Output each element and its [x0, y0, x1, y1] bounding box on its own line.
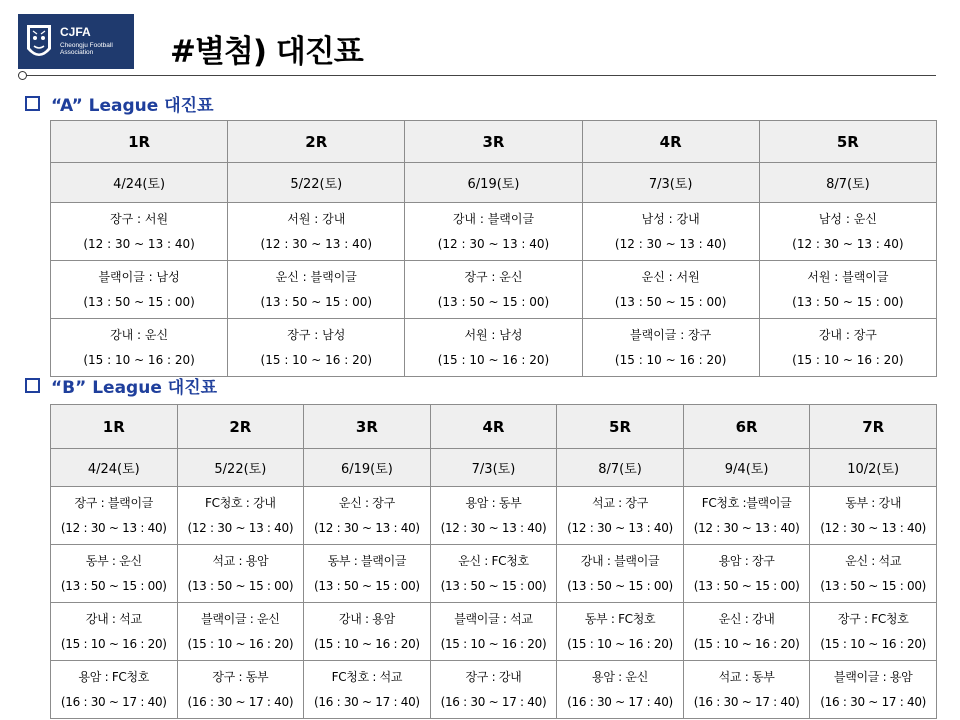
b-match-cell	[51, 487, 178, 545]
match-time: (15 : 10 ~ 16 : 20)	[60, 636, 167, 651]
b-match-cell	[557, 487, 684, 545]
b-match-cell	[304, 661, 431, 719]
match-time: (16 : 30 ~ 17 : 40)	[440, 694, 547, 709]
match-time: (13 : 50 ~ 15 : 00)	[693, 578, 800, 593]
b-match-date: 6/19(토)	[304, 449, 431, 487]
a-round-header: 5R	[759, 121, 936, 163]
match-time: (13 : 50 ~ 15 : 00)	[60, 578, 167, 593]
b-round-header-row	[51, 405, 937, 449]
b-match-cell	[177, 603, 304, 661]
a-match-date: 7/3(토)	[582, 163, 759, 203]
match-time: (15 : 10 ~ 16 : 20)	[437, 352, 550, 367]
match-teams: 남성 : 강내	[641, 211, 700, 226]
b-match-date: 7/3(토)	[430, 449, 557, 487]
b-match-row	[51, 545, 937, 603]
match-time: (15 : 10 ~ 16 : 20)	[187, 636, 294, 651]
match-time: (15 : 10 ~ 16 : 20)	[83, 352, 195, 367]
match-time: (15 : 10 ~ 16 : 20)	[820, 636, 927, 651]
b-match-cell	[177, 545, 304, 603]
match-time: (16 : 30 ~ 17 : 40)	[187, 694, 294, 709]
match-teams: 강내 : 용암	[338, 611, 395, 626]
a-round-header: 2R	[228, 121, 405, 163]
match-time: (15 : 10 ~ 16 : 20)	[693, 636, 800, 651]
b-match-cell	[51, 661, 178, 719]
a-match-cell	[582, 319, 759, 377]
match-teams: 운신 : 장구	[338, 495, 395, 510]
match-teams: 동부 : 블랙이글	[327, 553, 407, 568]
a-match-cell	[228, 261, 405, 319]
match-time: (12 : 30 ~ 13 : 40)	[567, 520, 673, 535]
a-match-cell	[405, 203, 582, 261]
b-match-date: 5/22(토)	[177, 449, 304, 487]
match-teams: 운신 : 서원	[641, 269, 700, 284]
b-match-cell	[557, 603, 684, 661]
a-match-date: 4/24(토)	[51, 163, 228, 203]
match-teams: 장구 : 서원	[110, 211, 169, 226]
match-time: (13 : 50 ~ 15 : 00)	[187, 578, 294, 593]
match-time: (15 : 10 ~ 16 : 20)	[440, 636, 547, 651]
b-league-schedule-table	[50, 404, 937, 719]
a-match-cell	[582, 203, 759, 261]
tiger-emblem-icon	[24, 19, 54, 65]
match-teams: 동부 : FC청호	[584, 611, 656, 626]
match-teams: 블랙이글 : 용암	[833, 669, 913, 684]
b-match-row	[51, 487, 937, 545]
b-match-cell	[304, 545, 431, 603]
b-match-row	[51, 661, 937, 719]
match-teams: 블랙이글 : 석교	[454, 611, 533, 626]
b-match-cell	[683, 603, 810, 661]
match-time: (12 : 30 ~ 13 : 40)	[437, 236, 550, 251]
match-teams: 운신 : 블랙이글	[275, 269, 357, 284]
a-match-cell	[759, 319, 936, 377]
b-round-header: 4R	[430, 405, 557, 449]
a-match-cell	[51, 319, 228, 377]
match-time: (12 : 30 ~ 13 : 40)	[792, 236, 904, 251]
b-round-header: 7R	[810, 405, 937, 449]
b-match-cell	[810, 603, 937, 661]
b-date-row	[51, 449, 937, 487]
match-time: (13 : 50 ~ 15 : 00)	[820, 578, 927, 593]
match-teams: 동부 : 운신	[85, 553, 142, 568]
page-title: #별첨) 대진표	[170, 34, 363, 70]
match-time: (16 : 30 ~ 17 : 40)	[60, 694, 167, 709]
match-teams: 석교 : 장구	[592, 495, 648, 510]
match-time: (15 : 10 ~ 16 : 20)	[260, 352, 373, 367]
b-match-cell	[304, 603, 431, 661]
match-teams: 장구 : FC청호	[837, 611, 909, 626]
b-match-cell	[430, 487, 557, 545]
match-time: (12 : 30 ~ 13 : 40)	[440, 520, 547, 535]
a-date-row	[51, 163, 937, 203]
match-time: (13 : 50 ~ 15 : 00)	[437, 294, 550, 309]
match-teams: 운신 : 석교	[845, 553, 902, 568]
a-league-schedule-table	[50, 120, 937, 377]
b-match-date: 9/4(토)	[683, 449, 810, 487]
a-match-row	[51, 319, 937, 377]
b-match-cell	[177, 661, 304, 719]
match-time: (12 : 30 ~ 13 : 40)	[260, 236, 373, 251]
checkbox-square-icon	[25, 96, 40, 111]
b-match-cell	[557, 661, 684, 719]
b-match-cell	[177, 487, 304, 545]
match-teams: 블랙이글 : 장구	[630, 327, 712, 342]
match-teams: 운신 : 강내	[718, 611, 775, 626]
match-time: (13 : 50 ~ 15 : 00)	[314, 578, 420, 593]
match-teams: 장구 : 블랙이글	[74, 495, 154, 510]
match-time: (16 : 30 ~ 17 : 40)	[820, 694, 927, 709]
match-time: (12 : 30 ~ 13 : 40)	[60, 520, 167, 535]
match-teams: FC청호 : 강내	[205, 495, 276, 510]
match-teams: 서원 : 강내	[287, 211, 346, 226]
match-time: (12 : 30 ~ 13 : 40)	[314, 520, 420, 535]
match-time: (13 : 50 ~ 15 : 00)	[567, 578, 673, 593]
b-match-date: 8/7(토)	[557, 449, 684, 487]
match-time: (12 : 30 ~ 13 : 40)	[83, 236, 195, 251]
a-match-cell	[405, 319, 582, 377]
match-teams: 강내 : 장구	[818, 327, 877, 342]
match-teams: 석교 : 용암	[212, 553, 269, 568]
match-teams: 용암 : FC청호	[78, 669, 150, 684]
a-match-cell	[228, 203, 405, 261]
match-teams: 장구 : 남성	[287, 327, 346, 342]
match-time: (13 : 50 ~ 15 : 00)	[614, 294, 727, 309]
match-teams: 블랙이글 : 남성	[98, 269, 180, 284]
a-match-date: 8/7(토)	[759, 163, 936, 203]
a-round-header: 1R	[51, 121, 228, 163]
header-divider-dot	[18, 71, 27, 80]
a-match-row	[51, 203, 937, 261]
a-match-cell	[51, 203, 228, 261]
match-teams: FC청호 : 석교	[331, 669, 403, 684]
match-teams: 남성 : 운신	[818, 211, 877, 226]
a-match-date: 6/19(토)	[405, 163, 582, 203]
match-time: (13 : 50 ~ 15 : 00)	[260, 294, 373, 309]
match-time: (13 : 50 ~ 15 : 00)	[440, 578, 547, 593]
a-match-cell	[405, 261, 582, 319]
a-match-date: 5/22(토)	[228, 163, 405, 203]
b-match-cell	[430, 661, 557, 719]
match-teams: 강내 : 운신	[110, 327, 169, 342]
match-teams: 장구 : 운신	[464, 269, 523, 284]
b-match-cell	[683, 545, 810, 603]
b-round-header: 3R	[304, 405, 431, 449]
a-round-header: 3R	[405, 121, 582, 163]
match-teams: 강내 : 석교	[85, 611, 142, 626]
match-time: (12 : 30 ~ 13 : 40)	[187, 520, 294, 535]
a-match-cell	[51, 261, 228, 319]
b-match-row	[51, 603, 937, 661]
b-match-date: 10/2(토)	[810, 449, 937, 487]
b-match-cell	[810, 661, 937, 719]
b-match-cell	[683, 487, 810, 545]
cjfa-logo	[18, 14, 134, 69]
match-teams: 강내 : 블랙이글	[452, 211, 535, 226]
b-match-cell	[810, 487, 937, 545]
a-match-cell	[228, 319, 405, 377]
logo-subtitle-line1: Cheongju Football	[60, 42, 113, 50]
match-teams: 용암 : 동부	[465, 495, 522, 510]
match-teams: 동부 : 강내	[845, 495, 902, 510]
checkbox-square-icon	[25, 378, 40, 393]
match-teams: 장구 : 동부	[212, 669, 269, 684]
b-match-cell	[430, 603, 557, 661]
section-title-b-league	[25, 373, 217, 398]
b-round-header: 1R	[51, 405, 178, 449]
b-match-cell	[304, 487, 431, 545]
b-match-date: 4/24(토)	[51, 449, 178, 487]
match-time: (15 : 10 ~ 16 : 20)	[567, 636, 673, 651]
a-match-row	[51, 261, 937, 319]
a-match-cell	[759, 203, 936, 261]
match-teams: 용암 : 운신	[592, 669, 648, 684]
match-time: (13 : 50 ~ 15 : 00)	[792, 294, 904, 309]
match-time: (15 : 10 ~ 16 : 20)	[792, 352, 904, 367]
b-match-cell	[51, 545, 178, 603]
match-teams: 서원 : 블랙이글	[807, 269, 889, 284]
b-match-cell	[430, 545, 557, 603]
section-title-b-label: “B” League 대진표	[51, 378, 218, 398]
match-teams: 장구 : 강내	[465, 669, 522, 684]
b-round-header: 2R	[177, 405, 304, 449]
logo-subtitle-line2: Association	[60, 49, 94, 57]
section-title-a-label: “A” League 대진표	[51, 96, 214, 116]
b-match-cell	[51, 603, 178, 661]
match-teams: 블랙이글 : 운신	[201, 611, 280, 626]
match-teams: 운신 : FC청호	[458, 553, 529, 568]
a-match-cell	[582, 261, 759, 319]
match-time: (15 : 10 ~ 16 : 20)	[614, 352, 727, 367]
match-teams: 용암 : 장구	[718, 553, 775, 568]
match-time: (16 : 30 ~ 17 : 40)	[314, 694, 420, 709]
header-divider	[24, 75, 936, 76]
match-time: (12 : 30 ~ 13 : 40)	[820, 520, 927, 535]
b-round-header: 6R	[683, 405, 810, 449]
logo-title: CJFA	[60, 24, 91, 39]
match-time: (13 : 50 ~ 15 : 00)	[83, 294, 195, 309]
a-match-cell	[759, 261, 936, 319]
a-round-header: 4R	[582, 121, 759, 163]
match-teams: FC청호 :블랙이글	[701, 495, 792, 510]
match-teams: 석교 : 동부	[718, 669, 775, 684]
match-teams: 서원 : 남성	[464, 327, 523, 342]
a-round-header-row	[51, 121, 937, 163]
match-time: (12 : 30 ~ 13 : 40)	[693, 520, 800, 535]
match-time: (15 : 10 ~ 16 : 20)	[314, 636, 420, 651]
match-time: (16 : 30 ~ 17 : 40)	[567, 694, 673, 709]
b-match-cell	[810, 545, 937, 603]
b-match-cell	[557, 545, 684, 603]
match-time: (12 : 30 ~ 13 : 40)	[614, 236, 727, 251]
match-time: (16 : 30 ~ 17 : 40)	[693, 694, 800, 709]
b-round-header: 5R	[557, 405, 684, 449]
match-teams: 강내 : 블랙이글	[580, 553, 660, 568]
section-title-a-league	[25, 91, 214, 116]
b-match-cell	[683, 661, 810, 719]
